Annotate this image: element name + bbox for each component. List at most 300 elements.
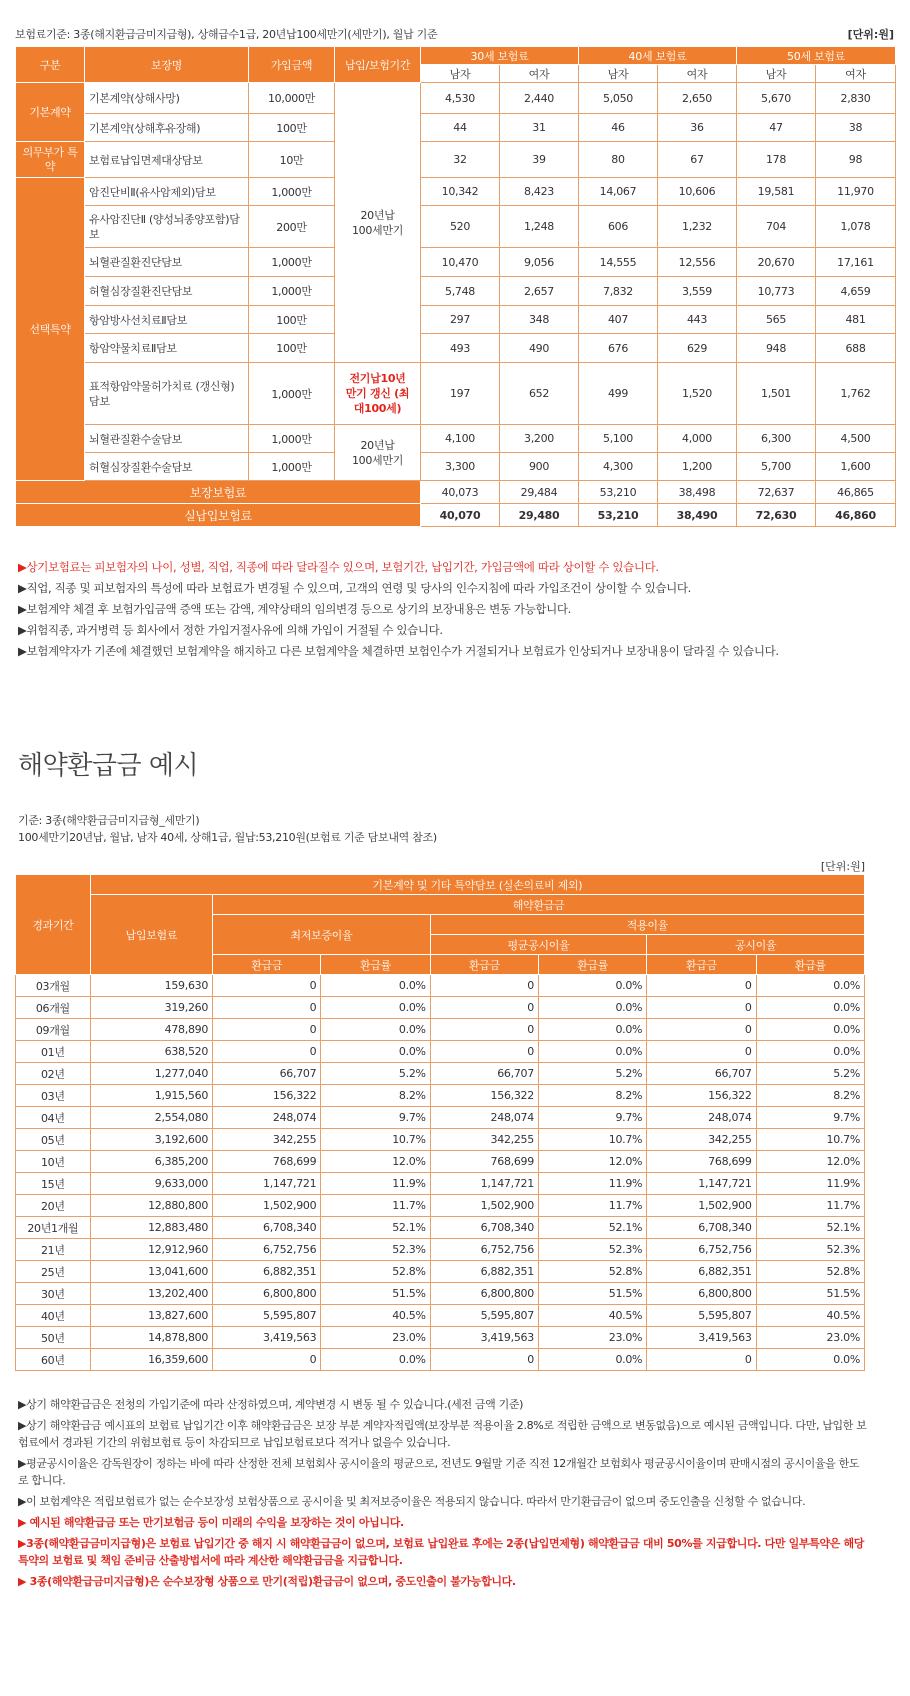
- premium-value: 39: [500, 142, 579, 178]
- premium-value: 14,067: [579, 178, 658, 206]
- table-row: [16, 425, 896, 453]
- elapsed-cell: 21년: [16, 1239, 91, 1261]
- premium-unit: [단위:원]: [847, 28, 894, 41]
- header-amount: 환급금: [213, 955, 321, 975]
- table-row: [16, 1283, 865, 1305]
- premium-value: 629: [658, 334, 737, 363]
- coverage-amount: 1,000만: [249, 453, 335, 481]
- value-cell: 0: [647, 975, 756, 997]
- note: ▶이 보험계약은 적립보험료가 없는 순수보장성 보험상품으로 공시이율 및 최저보증이율은 적용되지 않습니다. 따라서 만기환급금이 없으며 중도인출을 신청할 수 없습니다.: [18, 1495, 806, 1508]
- elapsed-cell: 04년: [16, 1107, 91, 1129]
- value-cell: 0.0%: [321, 1019, 430, 1041]
- value-cell: 5.2%: [756, 1063, 864, 1085]
- value-cell: 40.5%: [538, 1305, 646, 1327]
- header-age30: 30세 보험료: [421, 47, 579, 65]
- header-applied: 적용이율: [430, 915, 864, 935]
- total-value: 46,865: [816, 481, 896, 504]
- header-amount: 가입금액: [249, 47, 335, 83]
- premium-value: 14,555: [579, 248, 658, 277]
- elapsed-cell: 10년: [16, 1151, 91, 1173]
- value-cell: 0.0%: [321, 1041, 430, 1063]
- elapsed-cell: 50년: [16, 1327, 91, 1349]
- premium-value: 606: [579, 206, 658, 248]
- table-row: [16, 142, 896, 178]
- premium-table: [15, 46, 896, 527]
- value-cell: 0.0%: [538, 1349, 646, 1371]
- table-row: [16, 1041, 865, 1063]
- actual-total-label: 실납입보험료: [16, 504, 421, 527]
- table-row: [16, 997, 865, 1019]
- coverage-name: 유사암진단Ⅱ (양성뇌종양포함)담보: [85, 206, 249, 248]
- period-surgery: 20년납 100세만기: [335, 425, 421, 481]
- value-cell: 11.7%: [538, 1195, 646, 1217]
- header-age40: 40세 보험료: [579, 47, 737, 65]
- table-row: [16, 1349, 865, 1371]
- coverage-total-row: [16, 481, 896, 504]
- premium-value: 443: [658, 306, 737, 334]
- premium-value: 12,556: [658, 248, 737, 277]
- premium-value: 900: [500, 453, 579, 481]
- table-row: [16, 334, 896, 363]
- value-cell: 51.5%: [756, 1283, 864, 1305]
- premium-value: 5,700: [737, 453, 816, 481]
- value-cell: 66,707: [430, 1063, 538, 1085]
- premium-value: 3,559: [658, 277, 737, 306]
- elapsed-cell: 20년: [16, 1195, 91, 1217]
- value-cell: 342,255: [647, 1129, 756, 1151]
- total-value: 29,484: [500, 481, 579, 504]
- value-cell: 6,882,351: [647, 1261, 756, 1283]
- premium-value: 178: [737, 142, 816, 178]
- premium-value: 197: [421, 363, 500, 425]
- value-cell: 248,074: [430, 1107, 538, 1129]
- value-cell: 13,827,600: [90, 1305, 212, 1327]
- value-cell: 52.8%: [538, 1261, 646, 1283]
- premium-value: 9,056: [500, 248, 579, 277]
- premium-value: 2,440: [500, 83, 579, 114]
- header-female: 여자: [500, 65, 579, 83]
- premium-value: 8,423: [500, 178, 579, 206]
- coverage-amount: 100만: [249, 306, 335, 334]
- value-cell: 0.0%: [756, 975, 864, 997]
- note: ▶상기보험료는 피보험자의 나이, 성별, 직업, 직종에 따라 달라질수 있으며, 보험기간, 납입기간, 가입금액에 따라 상이할 수 있습니다.: [18, 560, 659, 574]
- table-row: [16, 1151, 865, 1173]
- premium-value: 520: [421, 206, 500, 248]
- value-cell: 1,502,900: [647, 1195, 756, 1217]
- value-cell: 6,708,340: [430, 1217, 538, 1239]
- value-cell: 0.0%: [321, 975, 430, 997]
- note: ▶보험계약자가 기존에 체결했던 보험계약을 해지하고 다른 보험계약을 체결하면 보험인수가 거절되거나 보험료가 인상되거나 보장내용이 달라질 수 있습니다.: [18, 644, 779, 658]
- premium-value: 481: [816, 306, 896, 334]
- value-cell: 0: [213, 1041, 321, 1063]
- value-cell: 0: [647, 1041, 756, 1063]
- value-cell: 11.9%: [538, 1173, 646, 1195]
- table-row: [16, 248, 896, 277]
- value-cell: 9.7%: [538, 1107, 646, 1129]
- value-cell: 51.5%: [538, 1283, 646, 1305]
- header-period: 납입/보험기간: [335, 47, 421, 83]
- coverage-total-label: 보장보험료: [16, 481, 421, 504]
- value-cell: 14,878,800: [90, 1327, 212, 1349]
- value-cell: 5.2%: [538, 1063, 646, 1085]
- value-cell: 768,699: [430, 1151, 538, 1173]
- value-cell: 248,074: [647, 1107, 756, 1129]
- group-optional: 선택특약: [16, 178, 85, 481]
- value-cell: 52.3%: [321, 1239, 430, 1261]
- elapsed-cell: 06개월: [16, 997, 91, 1019]
- premium-value: 11,970: [816, 178, 896, 206]
- premium-value: 5,748: [421, 277, 500, 306]
- value-cell: 12.0%: [538, 1151, 646, 1173]
- refund-body: [16, 975, 865, 1371]
- coverage-name: 암진단비Ⅱ(유사암제외)담보: [85, 178, 249, 206]
- header-avg-rate: 평균공시이율: [430, 935, 647, 955]
- elapsed-cell: 02년: [16, 1063, 91, 1085]
- premium-value: 98: [816, 142, 896, 178]
- header-top: 기본계약 및 기타 특약담보 (실손의료비 제외): [90, 875, 864, 895]
- premium-value: 565: [737, 306, 816, 334]
- elapsed-cell: 03년: [16, 1085, 91, 1107]
- value-cell: 6,882,351: [430, 1261, 538, 1283]
- refund-title: 해약환급금 예시: [18, 751, 199, 781]
- premium-value: 348: [500, 306, 579, 334]
- table-row: [16, 178, 896, 206]
- total-value: 72,630: [737, 504, 816, 527]
- table-row: [16, 1129, 865, 1151]
- value-cell: 0.0%: [538, 997, 646, 1019]
- coverage-name: 뇌혈관질환수술담보: [85, 425, 249, 453]
- value-cell: 0: [213, 975, 321, 997]
- table-row: [16, 1063, 865, 1085]
- value-cell: 11.7%: [321, 1195, 430, 1217]
- value-cell: 0: [430, 1041, 538, 1063]
- coverage-amount: 100만: [249, 114, 335, 142]
- value-cell: 13,041,600: [90, 1261, 212, 1283]
- value-cell: 52.3%: [756, 1239, 864, 1261]
- header-age50: 50세 보험료: [737, 47, 896, 65]
- total-value: 40,073: [421, 481, 500, 504]
- value-cell: 2,554,080: [90, 1107, 212, 1129]
- premium-value: 4,300: [579, 453, 658, 481]
- premium-value: 1,232: [658, 206, 737, 248]
- value-cell: 0: [430, 997, 538, 1019]
- header-female: 여자: [658, 65, 737, 83]
- premium-value: 1,520: [658, 363, 737, 425]
- value-cell: 768,699: [647, 1151, 756, 1173]
- value-cell: 0: [430, 975, 538, 997]
- premium-value: 5,100: [579, 425, 658, 453]
- table-row: [16, 1261, 865, 1283]
- elapsed-cell: 03개월: [16, 975, 91, 997]
- note: ▶ 예시된 해약환급금 또는 만기보험금 등이 미래의 수익을 보장하는 것이 아닙니다.: [18, 1516, 404, 1529]
- table-row: [16, 306, 896, 334]
- value-cell: 6,708,340: [647, 1217, 756, 1239]
- header-ratio: 환급률: [321, 955, 430, 975]
- value-cell: 13,202,400: [90, 1283, 212, 1305]
- value-cell: 40.5%: [321, 1305, 430, 1327]
- table-row: [16, 1107, 865, 1129]
- elapsed-cell: 20년1개월: [16, 1217, 91, 1239]
- premium-value: 3,300: [421, 453, 500, 481]
- value-cell: 52.8%: [756, 1261, 864, 1283]
- value-cell: 156,322: [430, 1085, 538, 1107]
- premium-value: 493: [421, 334, 500, 363]
- value-cell: 12,880,800: [90, 1195, 212, 1217]
- premium-value: 19,581: [737, 178, 816, 206]
- value-cell: 9,633,000: [90, 1173, 212, 1195]
- table-row: [16, 206, 896, 248]
- value-cell: 10.7%: [756, 1129, 864, 1151]
- premium-value: 46: [579, 114, 658, 142]
- coverage-amount: 10,000만: [249, 83, 335, 114]
- value-cell: 1,915,560: [90, 1085, 212, 1107]
- value-cell: 6,752,756: [430, 1239, 538, 1261]
- refund-basis: [18, 812, 437, 846]
- table-row: [16, 277, 896, 306]
- value-cell: 10.7%: [321, 1129, 430, 1151]
- coverage-name: 기본계약(상해사망): [85, 83, 249, 114]
- value-cell: 10.7%: [538, 1129, 646, 1151]
- value-cell: 11.9%: [756, 1173, 864, 1195]
- value-cell: 0: [647, 1019, 756, 1041]
- premium-value: 2,650: [658, 83, 737, 114]
- value-cell: 0: [430, 1349, 538, 1371]
- coverage-name: 허혈심장질환수술담보: [85, 453, 249, 481]
- value-cell: 23.0%: [538, 1327, 646, 1349]
- premium-value: 1,248: [500, 206, 579, 248]
- total-value: 38,498: [658, 481, 737, 504]
- premium-value: 3,200: [500, 425, 579, 453]
- coverage-name: 허혈심장질환진단담보: [85, 277, 249, 306]
- premium-value: 7,832: [579, 277, 658, 306]
- total-value: 46,860: [816, 504, 896, 527]
- value-cell: 1,277,040: [90, 1063, 212, 1085]
- premium-value: 10,342: [421, 178, 500, 206]
- value-cell: 1,502,900: [213, 1195, 321, 1217]
- premium-value: 704: [737, 206, 816, 248]
- value-cell: 40.5%: [756, 1305, 864, 1327]
- premium-value: 67: [658, 142, 737, 178]
- premium-value: 676: [579, 334, 658, 363]
- elapsed-cell: 01년: [16, 1041, 91, 1063]
- premium-value: 44: [421, 114, 500, 142]
- value-cell: 0.0%: [538, 1019, 646, 1041]
- elapsed-cell: 15년: [16, 1173, 91, 1195]
- value-cell: 5,595,807: [430, 1305, 538, 1327]
- premium-value: 17,161: [816, 248, 896, 277]
- value-cell: 0.0%: [538, 975, 646, 997]
- coverage-amount: 1,000만: [249, 248, 335, 277]
- header-refund: 해약환급금: [213, 895, 865, 915]
- refund-basis-line: 100세만기20년납, 월납, 남자 40세, 상해1급, 월납:53,210원(보험료 기준 담보내역 참조): [18, 831, 437, 844]
- value-cell: 52.1%: [538, 1217, 646, 1239]
- value-cell: 5,595,807: [213, 1305, 321, 1327]
- note: ▶위험직종, 과거병력 등 회사에서 정한 가입거절사유에 의해 가입이 거절될 수 있습니다.: [18, 623, 443, 637]
- value-cell: 16,359,600: [90, 1349, 212, 1371]
- coverage-name: 항암약물치료Ⅱ담보: [85, 334, 249, 363]
- coverage-name: 뇌혈관질환진단담보: [85, 248, 249, 277]
- table-row: [16, 114, 896, 142]
- value-cell: 638,520: [90, 1041, 212, 1063]
- value-cell: 6,752,756: [213, 1239, 321, 1261]
- header-male: 남자: [421, 65, 500, 83]
- table-row: [16, 1085, 865, 1107]
- premium-value: 4,530: [421, 83, 500, 114]
- value-cell: 12.0%: [756, 1151, 864, 1173]
- value-cell: 1,502,900: [430, 1195, 538, 1217]
- table-row: [16, 1217, 865, 1239]
- refund-table: [15, 874, 865, 1371]
- coverage-name: 기본계약(상해후유장해): [85, 114, 249, 142]
- premium-value: 36: [658, 114, 737, 142]
- value-cell: 3,419,563: [647, 1327, 756, 1349]
- value-cell: 6,708,340: [213, 1217, 321, 1239]
- premium-value: 4,659: [816, 277, 896, 306]
- value-cell: 342,255: [213, 1129, 321, 1151]
- value-cell: 52.8%: [321, 1261, 430, 1283]
- premium-value: 10,470: [421, 248, 500, 277]
- value-cell: 0.0%: [756, 1041, 864, 1063]
- premium-notes: [18, 557, 898, 662]
- premium-value: 5,670: [737, 83, 816, 114]
- premium-value: 407: [579, 306, 658, 334]
- table-row: [16, 1239, 865, 1261]
- actual-total-row: [16, 504, 896, 527]
- value-cell: 156,322: [213, 1085, 321, 1107]
- value-cell: 3,192,600: [90, 1129, 212, 1151]
- value-cell: 6,882,351: [213, 1261, 321, 1283]
- group-basic: 기본계약: [16, 83, 85, 142]
- note: ▶보험계약 체결 후 보험가입금액 증액 또는 감액, 계약상태의 임의변경 등으로 상기의 보장내용은 변동 가능합니다.: [18, 602, 571, 616]
- elapsed-cell: 09개월: [16, 1019, 91, 1041]
- premium-basis: 보험료기준: 3종(해지환급금미지급형), 상해급수1급, 20년납100세만기(세만기), 월납 기준: [15, 28, 438, 41]
- premium-value: 47: [737, 114, 816, 142]
- table-row: [16, 1327, 865, 1349]
- value-cell: 51.5%: [321, 1283, 430, 1305]
- refund-basis-line: 기준: 3종(해약환급금미지급형_세만기): [18, 814, 200, 827]
- premium-value: 1,078: [816, 206, 896, 248]
- note: ▶평균공시이율은 감독원장이 정하는 바에 따라 산정한 전체 보험회사 공시이율의 평균으로, 전년도 9월말 기준 직전 12개월간 보험회사 평균공시이율이며 판매시점의 공시이율을 한도로 합니다.: [18, 1457, 860, 1487]
- premium-value: 1,600: [816, 453, 896, 481]
- value-cell: 342,255: [430, 1129, 538, 1151]
- value-cell: 0: [213, 997, 321, 1019]
- total-value: 40,070: [421, 504, 500, 527]
- table-row: [16, 1173, 865, 1195]
- header-amount: 환급금: [647, 955, 756, 975]
- value-cell: 0: [647, 997, 756, 1019]
- premium-value: 688: [816, 334, 896, 363]
- header-ratio: 환급률: [756, 955, 864, 975]
- premium-value: 1,200: [658, 453, 737, 481]
- value-cell: 1,147,721: [647, 1173, 756, 1195]
- premium-value: 1,762: [816, 363, 896, 425]
- total-value: 53,210: [579, 504, 658, 527]
- value-cell: 3,419,563: [213, 1327, 321, 1349]
- elapsed-cell: 60년: [16, 1349, 91, 1371]
- value-cell: 0: [647, 1349, 756, 1371]
- period-renew: 전기납10년만기 갱신 (최대100세): [335, 363, 421, 425]
- premium-value: 297: [421, 306, 500, 334]
- value-cell: 11.7%: [756, 1195, 864, 1217]
- value-cell: 23.0%: [321, 1327, 430, 1349]
- premium-value: 499: [579, 363, 658, 425]
- premium-value: 80: [579, 142, 658, 178]
- header-min-rate: 최저보증이율: [213, 915, 431, 955]
- refund-unit: [단위:원]: [820, 860, 865, 873]
- value-cell: 0.0%: [756, 997, 864, 1019]
- premium-value: 4,100: [421, 425, 500, 453]
- header-paid: 납입보험료: [90, 895, 212, 975]
- value-cell: 5.2%: [321, 1063, 430, 1085]
- value-cell: 8.2%: [756, 1085, 864, 1107]
- premium-value: 2,657: [500, 277, 579, 306]
- elapsed-cell: 40년: [16, 1305, 91, 1327]
- header-elapsed: 경과기간: [16, 875, 91, 975]
- premium-value: 5,050: [579, 83, 658, 114]
- value-cell: 0: [430, 1019, 538, 1041]
- coverage-amount: 1,000만: [249, 363, 335, 425]
- header-male: 남자: [579, 65, 658, 83]
- value-cell: 12,912,960: [90, 1239, 212, 1261]
- value-cell: 0.0%: [756, 1349, 864, 1371]
- value-cell: 8.2%: [321, 1085, 430, 1107]
- total-value: 38,490: [658, 504, 737, 527]
- elapsed-cell: 25년: [16, 1261, 91, 1283]
- value-cell: 319,260: [90, 997, 212, 1019]
- header-male: 남자: [737, 65, 816, 83]
- value-cell: 66,707: [213, 1063, 321, 1085]
- value-cell: 0: [213, 1019, 321, 1041]
- value-cell: 1,147,721: [430, 1173, 538, 1195]
- premium-value: 32: [421, 142, 500, 178]
- note: ▶상기 해약환급금 예시표의 보험료 납입기간 이후 해약환급금은 보장 부분 계약자적립액(보장부분 적용이율 2.8%로 적립한 금액으로 변동없음)으로 예시된 금액입니다. 다만, 납입한 보험료에서 경과된 기간의 위험보험료 등이 차감되므로 납입보험료보다 적거나 없을수 있습니다.: [18, 1419, 867, 1449]
- premium-value: 38: [816, 114, 896, 142]
- total-value: 53,210: [579, 481, 658, 504]
- note: ▶직업, 직종 및 피보험자의 특성에 따라 보험료가 변경될 수 있으며, 고객의 연령 및 당사의 인수지침에 따라 가입조건이 상이할 수 있습니다.: [18, 581, 691, 595]
- note: ▶3종(해약환급금미지급형)은 보험료 납입기간 중 해지 시 해약환급금이 없으며, 보험료 납입완료 후에는 2종(납입면제형) 해약환급금 대비 50%를 지급합니다. 다만 일부특약은 해당 특약의 보험료 및 책임 준비금 산출방법서에 따라 계산한 해약환급금을 지급합니다.: [18, 1537, 865, 1567]
- value-cell: 23.0%: [756, 1327, 864, 1349]
- note: ▶상기 해약환급금은 전청의 가입기준에 따라 산정하였으며, 계약변경 시 변동 될 수 있습니다.(세전 금액 기준): [18, 1398, 524, 1411]
- coverage-name: 항암방사선치료Ⅱ담보: [85, 306, 249, 334]
- table-row: [16, 975, 865, 997]
- table-row: [16, 1019, 865, 1041]
- value-cell: 6,800,800: [213, 1283, 321, 1305]
- elapsed-cell: 30년: [16, 1283, 91, 1305]
- premium-value: 20,670: [737, 248, 816, 277]
- value-cell: 0.0%: [538, 1041, 646, 1063]
- header-amount: 환급금: [430, 955, 538, 975]
- value-cell: 9.7%: [756, 1107, 864, 1129]
- refund-notes: [18, 1396, 868, 1594]
- premium-value: 4,000: [658, 425, 737, 453]
- period-main: 20년납 100세만기: [335, 83, 421, 363]
- total-value: 29,480: [500, 504, 579, 527]
- value-cell: 0.0%: [321, 997, 430, 1019]
- total-value: 72,637: [737, 481, 816, 504]
- premium-value: 4,500: [816, 425, 896, 453]
- group-mandatory: 의무부가 특약: [16, 142, 85, 178]
- value-cell: 248,074: [213, 1107, 321, 1129]
- value-cell: 768,699: [213, 1151, 321, 1173]
- coverage-name: 보험료납입면제대상담보: [85, 142, 249, 178]
- value-cell: 6,800,800: [430, 1283, 538, 1305]
- value-cell: 478,890: [90, 1019, 212, 1041]
- coverage-amount: 100만: [249, 334, 335, 363]
- table-row: [16, 1305, 865, 1327]
- value-cell: 12,883,480: [90, 1217, 212, 1239]
- value-cell: 12.0%: [321, 1151, 430, 1173]
- value-cell: 1,147,721: [213, 1173, 321, 1195]
